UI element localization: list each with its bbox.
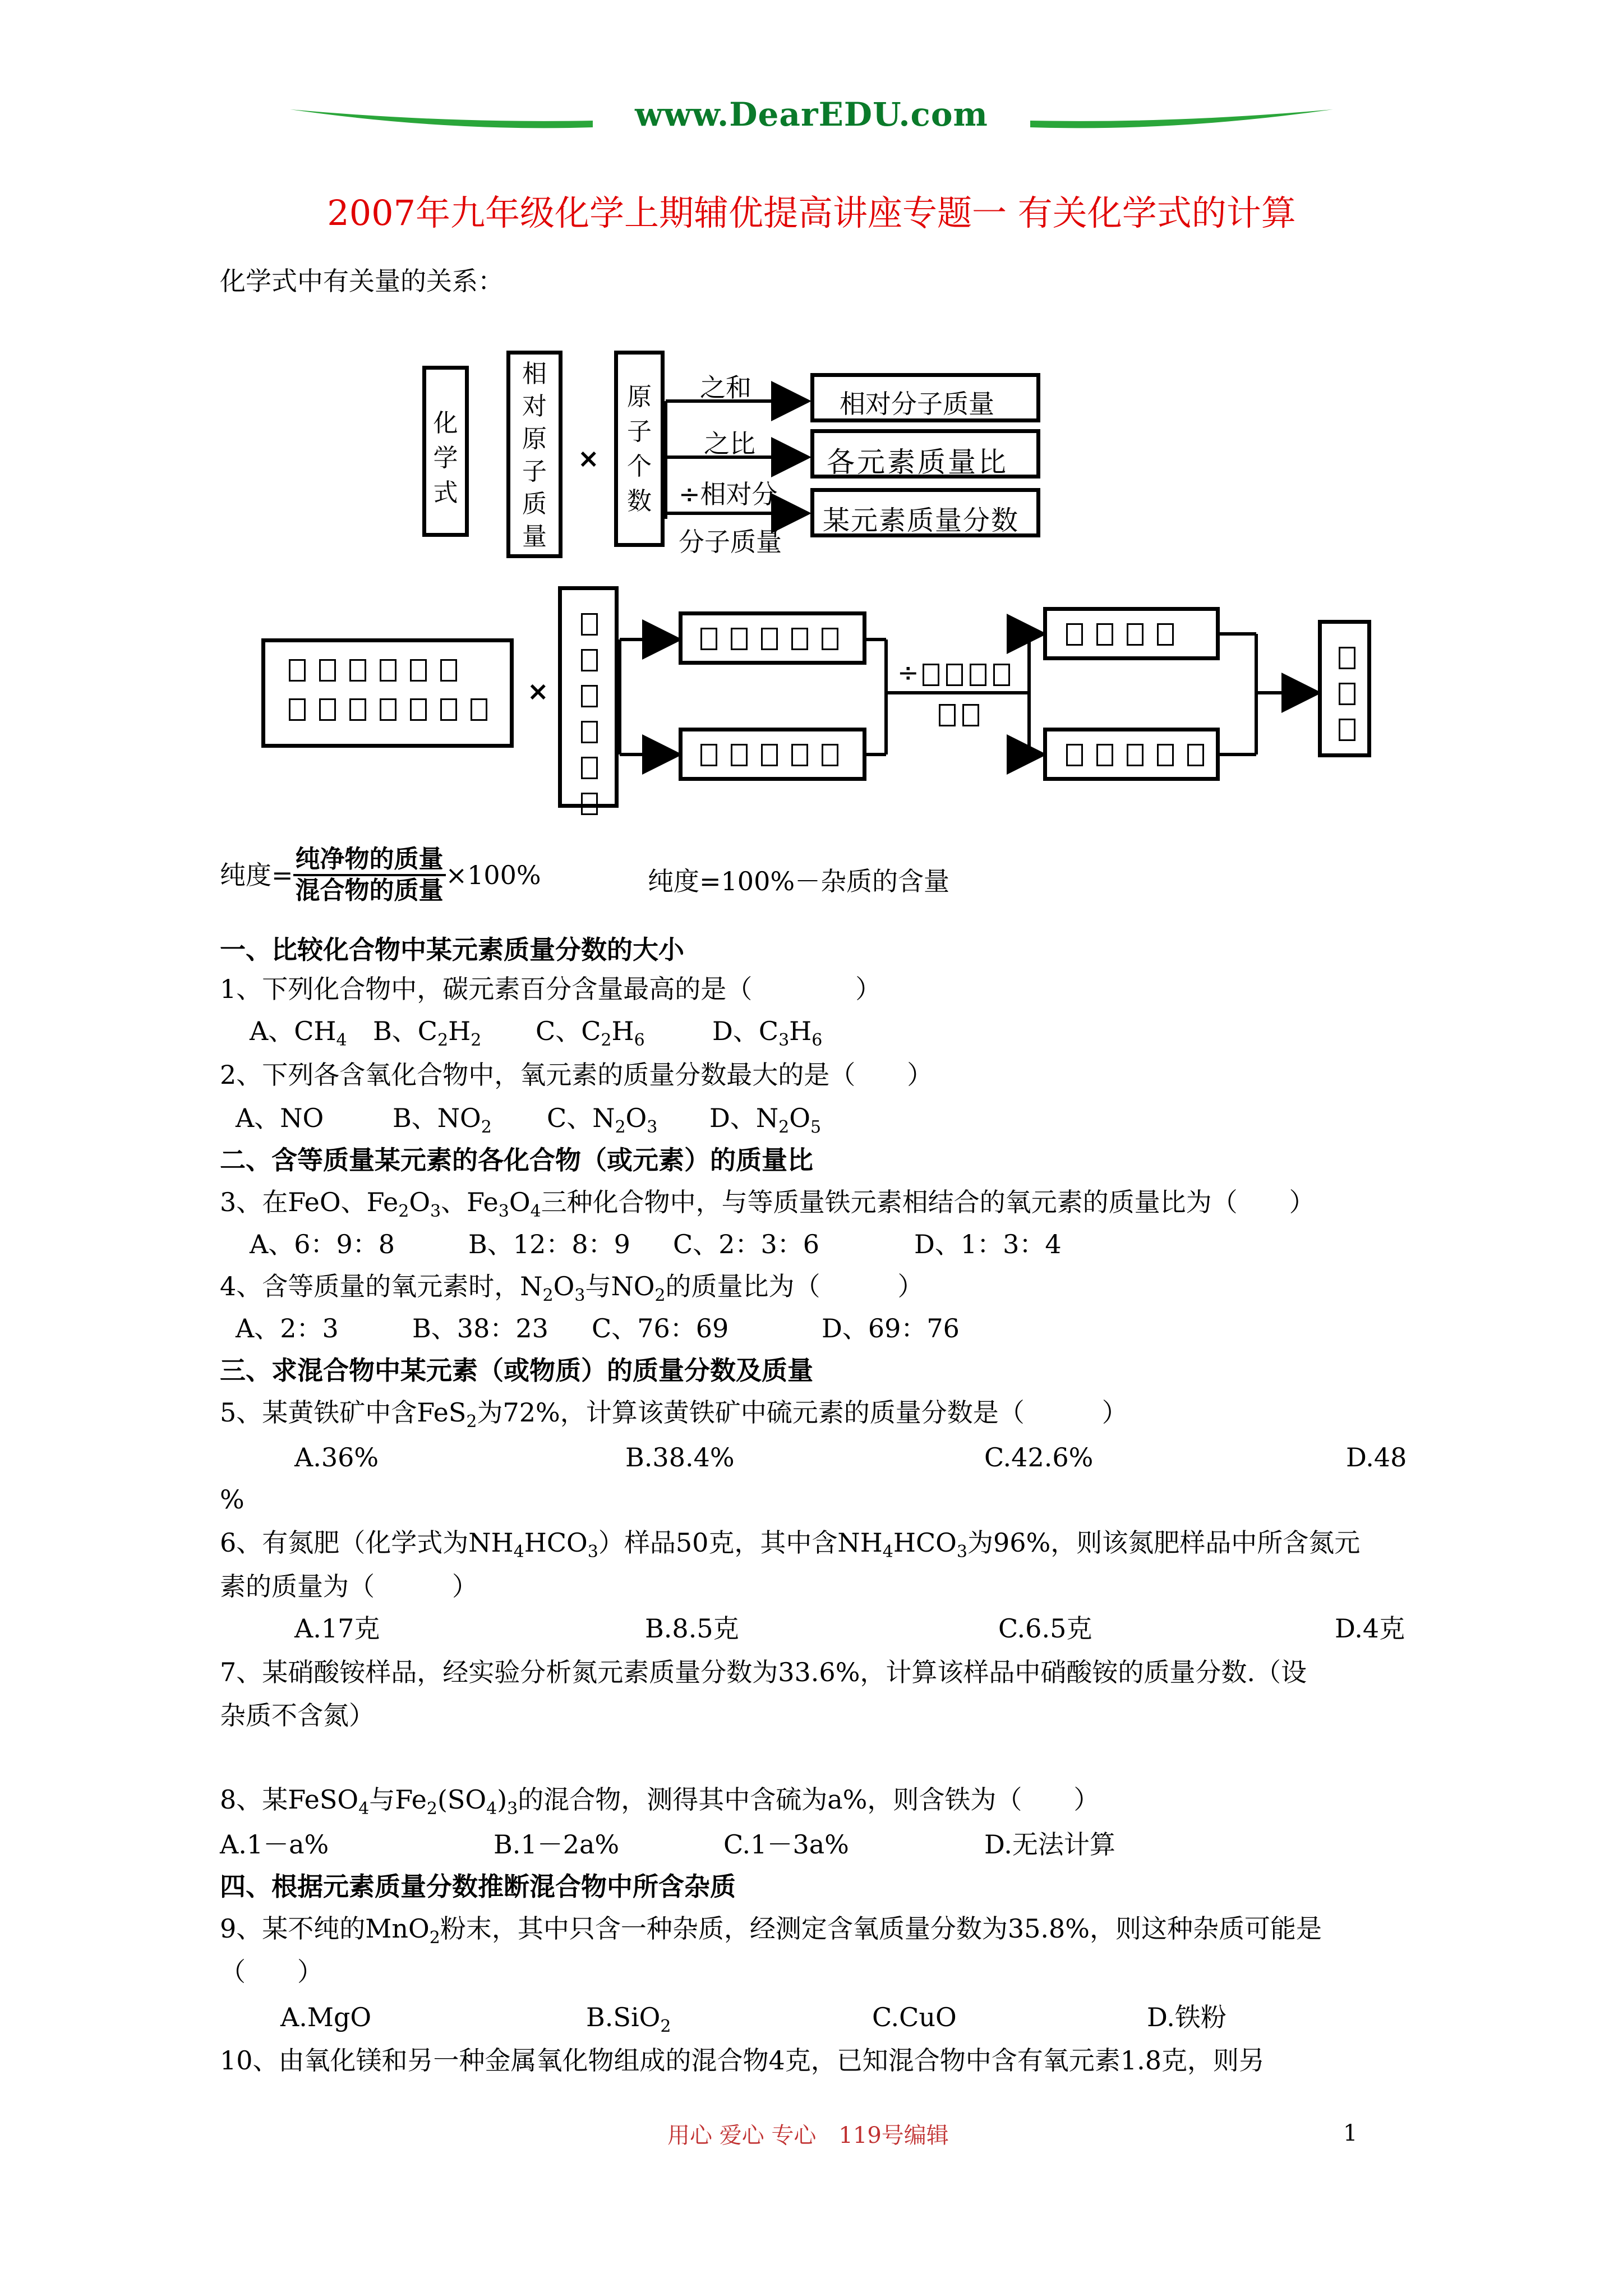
section-heading-2: 二、含等质量某元素的各化合物（或元素）的质量比 [220, 1145, 813, 1175]
purity-formula-2: 纯度=100%－杂质的含量 [648, 866, 950, 896]
q4-option-d: D、69：76 [822, 1313, 960, 1343]
question-1: 1、下列化合物中，碳元素百分含量最高的是（ ） [220, 974, 882, 1004]
box-placeholder-right-bottom [1043, 728, 1220, 781]
section-heading-4: 四、根据元素质量分数推断混合物中所含杂质 [220, 1871, 736, 1902]
question-2: 2、下列各含氧化合物中，氧元素的质量分数最大的是（ ） [220, 1060, 933, 1090]
purity-label: 纯度= [220, 860, 293, 890]
box-placeholder-vertical [558, 586, 619, 808]
divide-placeholder-label [897, 657, 1013, 688]
q5-option-d-cont: % [220, 1484, 245, 1515]
q5-option-d: D.48 [1346, 1442, 1407, 1473]
q5-option-b: B.38.4% [625, 1442, 735, 1473]
q1-option-d: D、$C_3H_6$ [712, 1016, 823, 1050]
q2-option-a: A、NO [236, 1103, 324, 1133]
box-placeholder-bottom [679, 728, 866, 781]
page-number: 1 [1343, 2120, 1358, 2146]
section-heading-1: 一、比较化合物中某元素质量分数的大小 [220, 935, 684, 965]
q6-option-a: A.17克 [294, 1613, 380, 1644]
site-logo [0, 95, 1623, 134]
q6-option-c: C.6.5克 [998, 1613, 1092, 1644]
box-element-mass-fraction-label: 某元素质量分数 [823, 505, 1020, 536]
placeholder-column [1332, 639, 1362, 747]
divide-placeholder-label-2 [935, 704, 983, 726]
branch-ratio-label: 之比 [704, 429, 755, 459]
purity-numerator: 纯净物的质量 [293, 847, 446, 876]
q8-option-b: B.1－2a% [494, 1829, 620, 1860]
q9-option-d: D.铁粉 [1147, 2002, 1227, 2032]
box-placeholder-right-top [1043, 607, 1220, 660]
box-relative-atomic-mass-label: 相 对 原 子 质 量 [522, 360, 547, 551]
box-atom-count [614, 351, 665, 547]
q9-option-a: A.MgO [280, 2002, 372, 2032]
question-9: 9、某不纯的MnO$_2$粉末，其中只含一种杂质，经测定含氧质量分数为35.8%，则这种杂质可能是 [220, 1913, 1322, 1948]
intro-text: 化学式中有关量的关系： [220, 266, 504, 296]
times-sign-2: × [527, 676, 549, 706]
box-element-mass-ratio-label: 各元素质量比 [827, 446, 1008, 478]
placeholder-row [282, 659, 464, 682]
q9-option-b: B.SiO$_2$ [586, 2002, 671, 2036]
q1-option-a: A、$CH_4$ [250, 1016, 347, 1050]
box-placeholder-final [1318, 620, 1371, 757]
question-7-cont: 杂质不含氮） [220, 1700, 375, 1731]
placeholder-row [694, 744, 845, 766]
question-10: 10、由氧化镁和另一种金属氧化物组成的混合物4克，已知混合物中含有氧元素1.8克，则另 [220, 2045, 1265, 2076]
q3-option-b: B、12：8：9 [468, 1229, 630, 1259]
box-chemical-formula-label: 化 学 式 [433, 409, 458, 507]
logo-text: www.DearEDU.com [635, 95, 988, 134]
q2-option-d: D、$N_2O_5$ [709, 1103, 822, 1137]
purity-times100: ×100% [445, 860, 541, 890]
times-sign: × [578, 443, 600, 473]
q5-option-c: C.42.6% [984, 1442, 1094, 1473]
box-placeholder-left [261, 638, 514, 748]
q8-option-c: C.1－3a% [723, 1829, 849, 1860]
box-chemical-formula [422, 366, 469, 537]
box-atom-count-label: 原 子 个 数 [627, 383, 652, 516]
q2-option-c: C、$N_2O_3$ [547, 1103, 658, 1137]
q2-option-b: B、$NO_2$ [393, 1103, 492, 1137]
question-7: 7、某硝酸铵样品，经实验分析氮元素质量分数为33.6%，计算该样品中硝酸铵的质量分数.（设 [220, 1657, 1307, 1687]
box-element-mass-fraction [810, 488, 1040, 537]
question-3: 3、在FeO、$Fe_2O_3$、$Fe_3O_4$三种化合物中，与等质量铁元素相结合的氧元素的质量比为（ ） [220, 1187, 1315, 1221]
q4-option-a: A、2：3 [236, 1313, 339, 1343]
q6-option-b: B.8.5克 [645, 1613, 739, 1644]
placeholder-row [694, 628, 845, 650]
q8-option-d: D.无法计算 [984, 1829, 1115, 1860]
q3-option-d: D、1：3：4 [914, 1229, 1062, 1259]
question-6-cont: 素的质量为（ ） [220, 1571, 478, 1602]
box-element-mass-ratio [810, 429, 1040, 478]
divide-sign: ÷ [897, 657, 919, 688]
section-heading-3: 三、求混合物中某元素（或物质）的质量分数及质量 [220, 1355, 813, 1386]
q4-option-b: B、38：23 [412, 1313, 548, 1343]
footer-text: 用心 爱心 专心 119号编辑 [667, 2123, 949, 2148]
box-relative-molecular-mass [810, 373, 1040, 422]
question-8: 8、某FeSO$_4$与$Fe_2(SO_4)_3$的混合物，测得其中含硫为a%，则含铁为（ ） [220, 1784, 1100, 1819]
q1-option-b: B、$C_2H_2$ [373, 1016, 482, 1050]
q6-option-d: D.4克 [1335, 1613, 1405, 1644]
branch-divide-label-2: 分子质量 [679, 527, 782, 557]
q3-option-a: A、6：9：8 [250, 1229, 395, 1259]
placeholder-row [282, 698, 494, 721]
branch-sum-label: 之和 [700, 372, 751, 403]
q5-option-a: A.36% [294, 1442, 379, 1473]
question-5: 5、某黄铁矿中含FeS$_2$为72%，计算该黄铁矿中硫元素的质量分数是（ ） [220, 1397, 1128, 1432]
box-placeholder-top [679, 611, 866, 665]
q3-option-c: C、2：3：6 [673, 1229, 819, 1259]
question-4: 4、含等质量的氧元素时，$N_2O_3$与$NO_2$的质量比为（ ） [220, 1271, 924, 1305]
placeholder-row [1059, 623, 1181, 646]
question-6: 6、有氮肥（化学式为$NH_4HCO_3$）样品50克，其中含$NH_4HCO_3$为96%，则该氮肥样品中所含氮元 [220, 1527, 1361, 1562]
question-9-cont: （ ） [220, 1957, 323, 1987]
q8-option-a: A.1－a% [220, 1829, 329, 1860]
logo-swoosh-icon [279, 98, 1344, 143]
box-relative-molecular-mass-label: 相对分子质量 [840, 389, 994, 419]
placeholder-column [574, 606, 605, 821]
q9-option-c: C.CuO [872, 2002, 957, 2032]
page-title: 2007年九年级化学上期辅优提高讲座专题一 有关化学式的计算 [327, 192, 1296, 233]
branch-divide-label: ÷相对分 [679, 479, 778, 509]
q4-option-c: C、76：69 [592, 1313, 729, 1343]
purity-denominator: 混合物的质量 [295, 876, 444, 905]
box-relative-atomic-mass [506, 351, 562, 558]
placeholder-row [1059, 744, 1211, 766]
purity-formula [220, 847, 541, 914]
purity-fraction [293, 847, 446, 903]
q1-option-c: C、$C_2H_6$ [536, 1016, 645, 1050]
